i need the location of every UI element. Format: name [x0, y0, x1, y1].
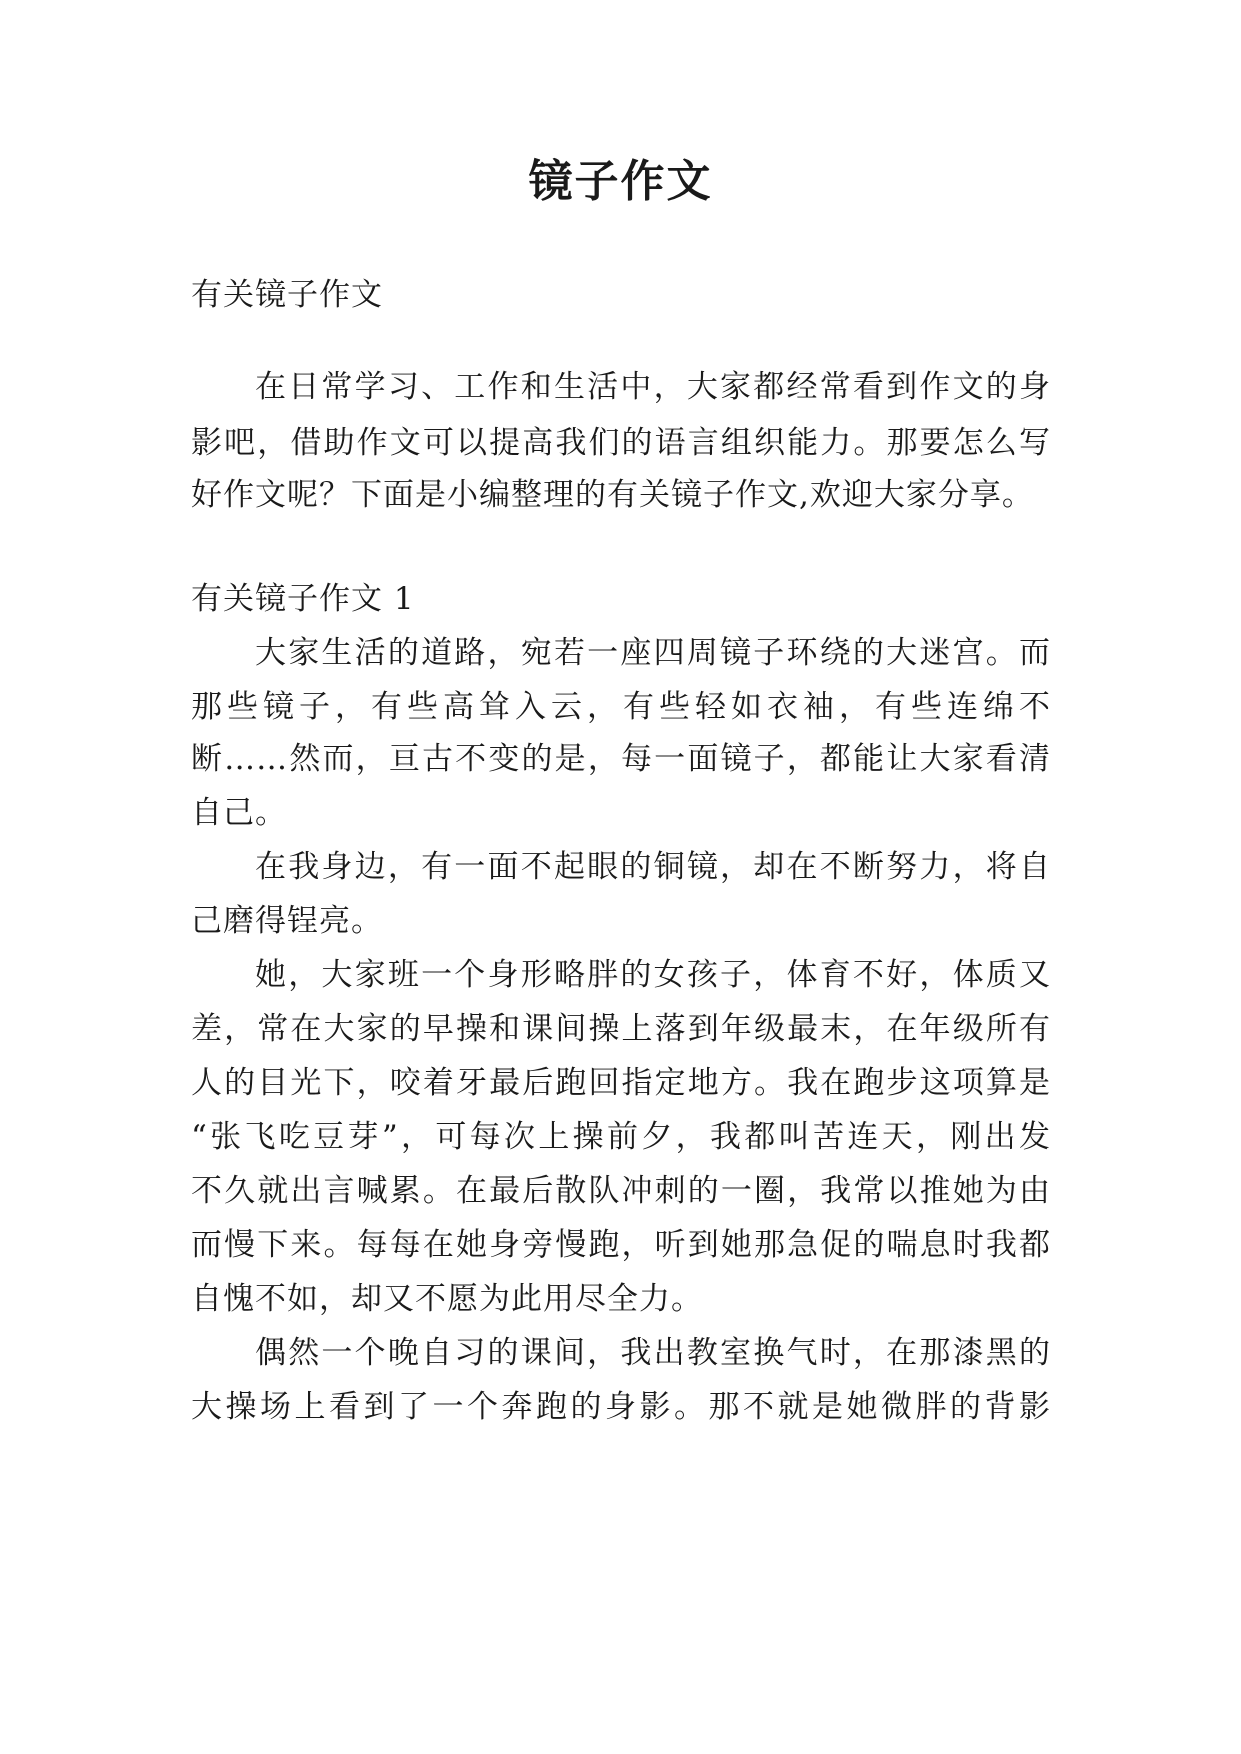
paragraph-line: 己磨得锃亮。 [191, 903, 383, 939]
document-title: 镜子作文 [528, 156, 713, 207]
paragraph-line: 而慢下来。每每在她身旁慢跑，听到她那急促的喘息时我都 [191, 1227, 1051, 1263]
section-heading-1: 有关镜子作文 1 [191, 581, 415, 617]
paragraph-line: 偶然一个晚自习的课间，我出教室换气时，在那漆黑的 [255, 1335, 1051, 1371]
paragraph-line: 自愧不如，却又不愿为此用尽全力。 [191, 1281, 703, 1317]
paragraph-line: 不久就出言喊累。在最后散队冲刺的一圈，我常以推她为由 [191, 1173, 1051, 1209]
paragraph-line: 好作文呢？下面是小编整理的有关镜子作文,欢迎大家分享。 [191, 477, 1034, 513]
paragraph-line: 大家生活的道路，宛若一座四周镜子环绕的大迷宫。而 [255, 635, 1051, 671]
paragraph-line: “张飞吃豆芽”，可每次上操前夕，我都叫苦连天，刚出发 [191, 1119, 1051, 1155]
paragraph-line: 在我身边，有一面不起眼的铜镜，却在不断努力，将自 [255, 849, 1051, 885]
paragraph-line: 差，常在大家的早操和课间操上落到年级最末，在年级所有 [191, 1011, 1051, 1047]
paragraph-line: 在日常学习、工作和生活中，大家都经常看到作文的身 [255, 369, 1051, 405]
section-heading-intro: 有关镜子作文 [191, 277, 383, 313]
paragraph-line: 影吧，借助作文可以提高我们的语言组织能力。那要怎么写 [191, 425, 1051, 461]
paragraph-line: 断……然而，亘古不变的是，每一面镜子，都能让大家看清 [191, 741, 1051, 777]
paragraph-line: 人的目光下，咬着牙最后跑回指定地方。我在跑步这项算是 [191, 1065, 1051, 1101]
paragraph-line: 那些镜子，有些高耸入云，有些轻如衣袖，有些连绵不 [191, 689, 1051, 725]
paragraph-line: 大操场上看到了一个奔跑的身影。那不就是她微胖的背影 [191, 1389, 1051, 1425]
paragraph-line: 自己。 [191, 795, 287, 831]
paragraph-line: 她，大家班一个身形略胖的女孩子，体育不好，体质又 [255, 957, 1051, 993]
